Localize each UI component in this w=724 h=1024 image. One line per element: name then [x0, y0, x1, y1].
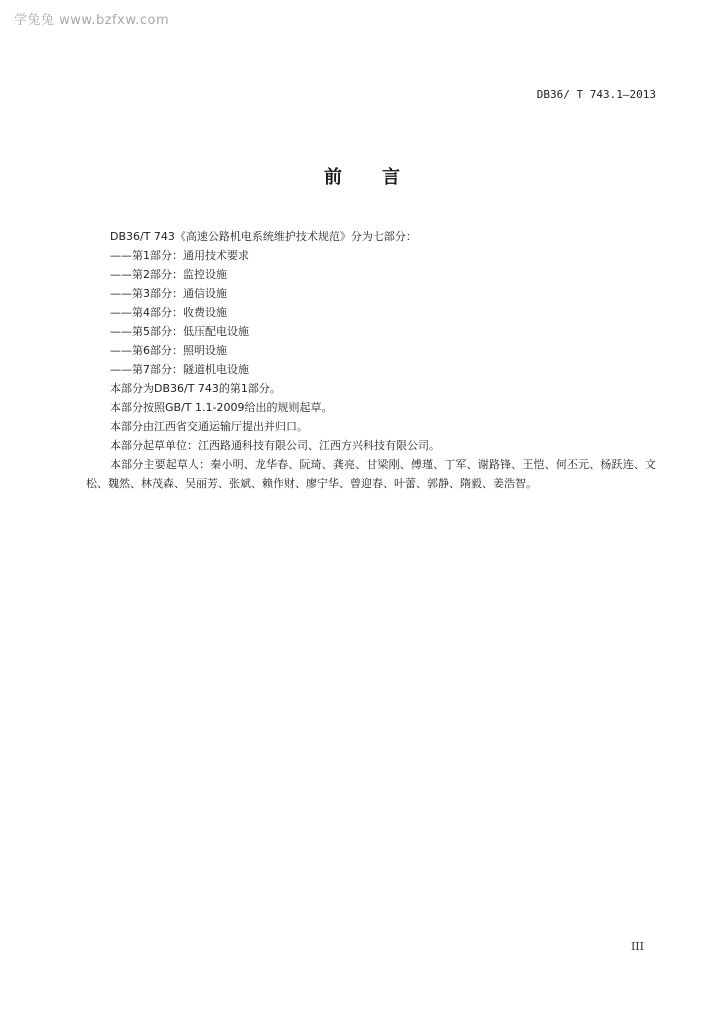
- drafting-units-statement: 本部分起草单位：江西路通科技有限公司、江西方兴科技有限公司。: [110, 439, 440, 452]
- part-list-item-6: ——第6部分：照明设施: [110, 344, 227, 357]
- drafting-rules-statement: 本部分按照GB/T 1.1-2009给出的规则起草。: [110, 401, 333, 414]
- intro-paragraph: DB36/T 743《高速公路机电系统维护技术规范》分为七部分：: [110, 230, 417, 243]
- page-number: III: [630, 940, 644, 953]
- page-title: 前言: [324, 167, 440, 188]
- part-list-item-5: ——第5部分：低压配电设施: [110, 325, 249, 338]
- part-statement: 本部分为DB36/T 743的第1部分。: [110, 382, 281, 395]
- part-list-item-3: ——第3部分：通信设施: [110, 287, 227, 300]
- proposer-statement: 本部分由江西省交通运输厅提出并归口。: [110, 420, 308, 433]
- drafters-statement: 本部分主要起草人：秦小明、龙华春、阮琦、龚亮、甘梁刚、傅瑾、丁军、谢路锋、王恺、何丕元、杨跃连、文松、魏然、林茂森、吴丽芳、张斌、赖作财、廖宁华、曾迎春、叶蕾、郭静、隋毅、姜浩智。: [86, 458, 656, 490]
- foreword-body: [86, 227, 656, 493]
- part-list-item-2: ——第2部分：监控设施: [110, 268, 227, 281]
- part-list-item-1: ——第1部分：通用技术要求: [110, 249, 249, 262]
- watermark-text: 学兔兔 www.bzfxw.com: [14, 13, 170, 28]
- part-list-item-7: ——第7部分：隧道机电设施: [110, 363, 249, 376]
- document-code: DB36/ T 743.1—2013: [536, 88, 656, 101]
- part-list-item-4: ——第4部分：收费设施: [110, 306, 227, 319]
